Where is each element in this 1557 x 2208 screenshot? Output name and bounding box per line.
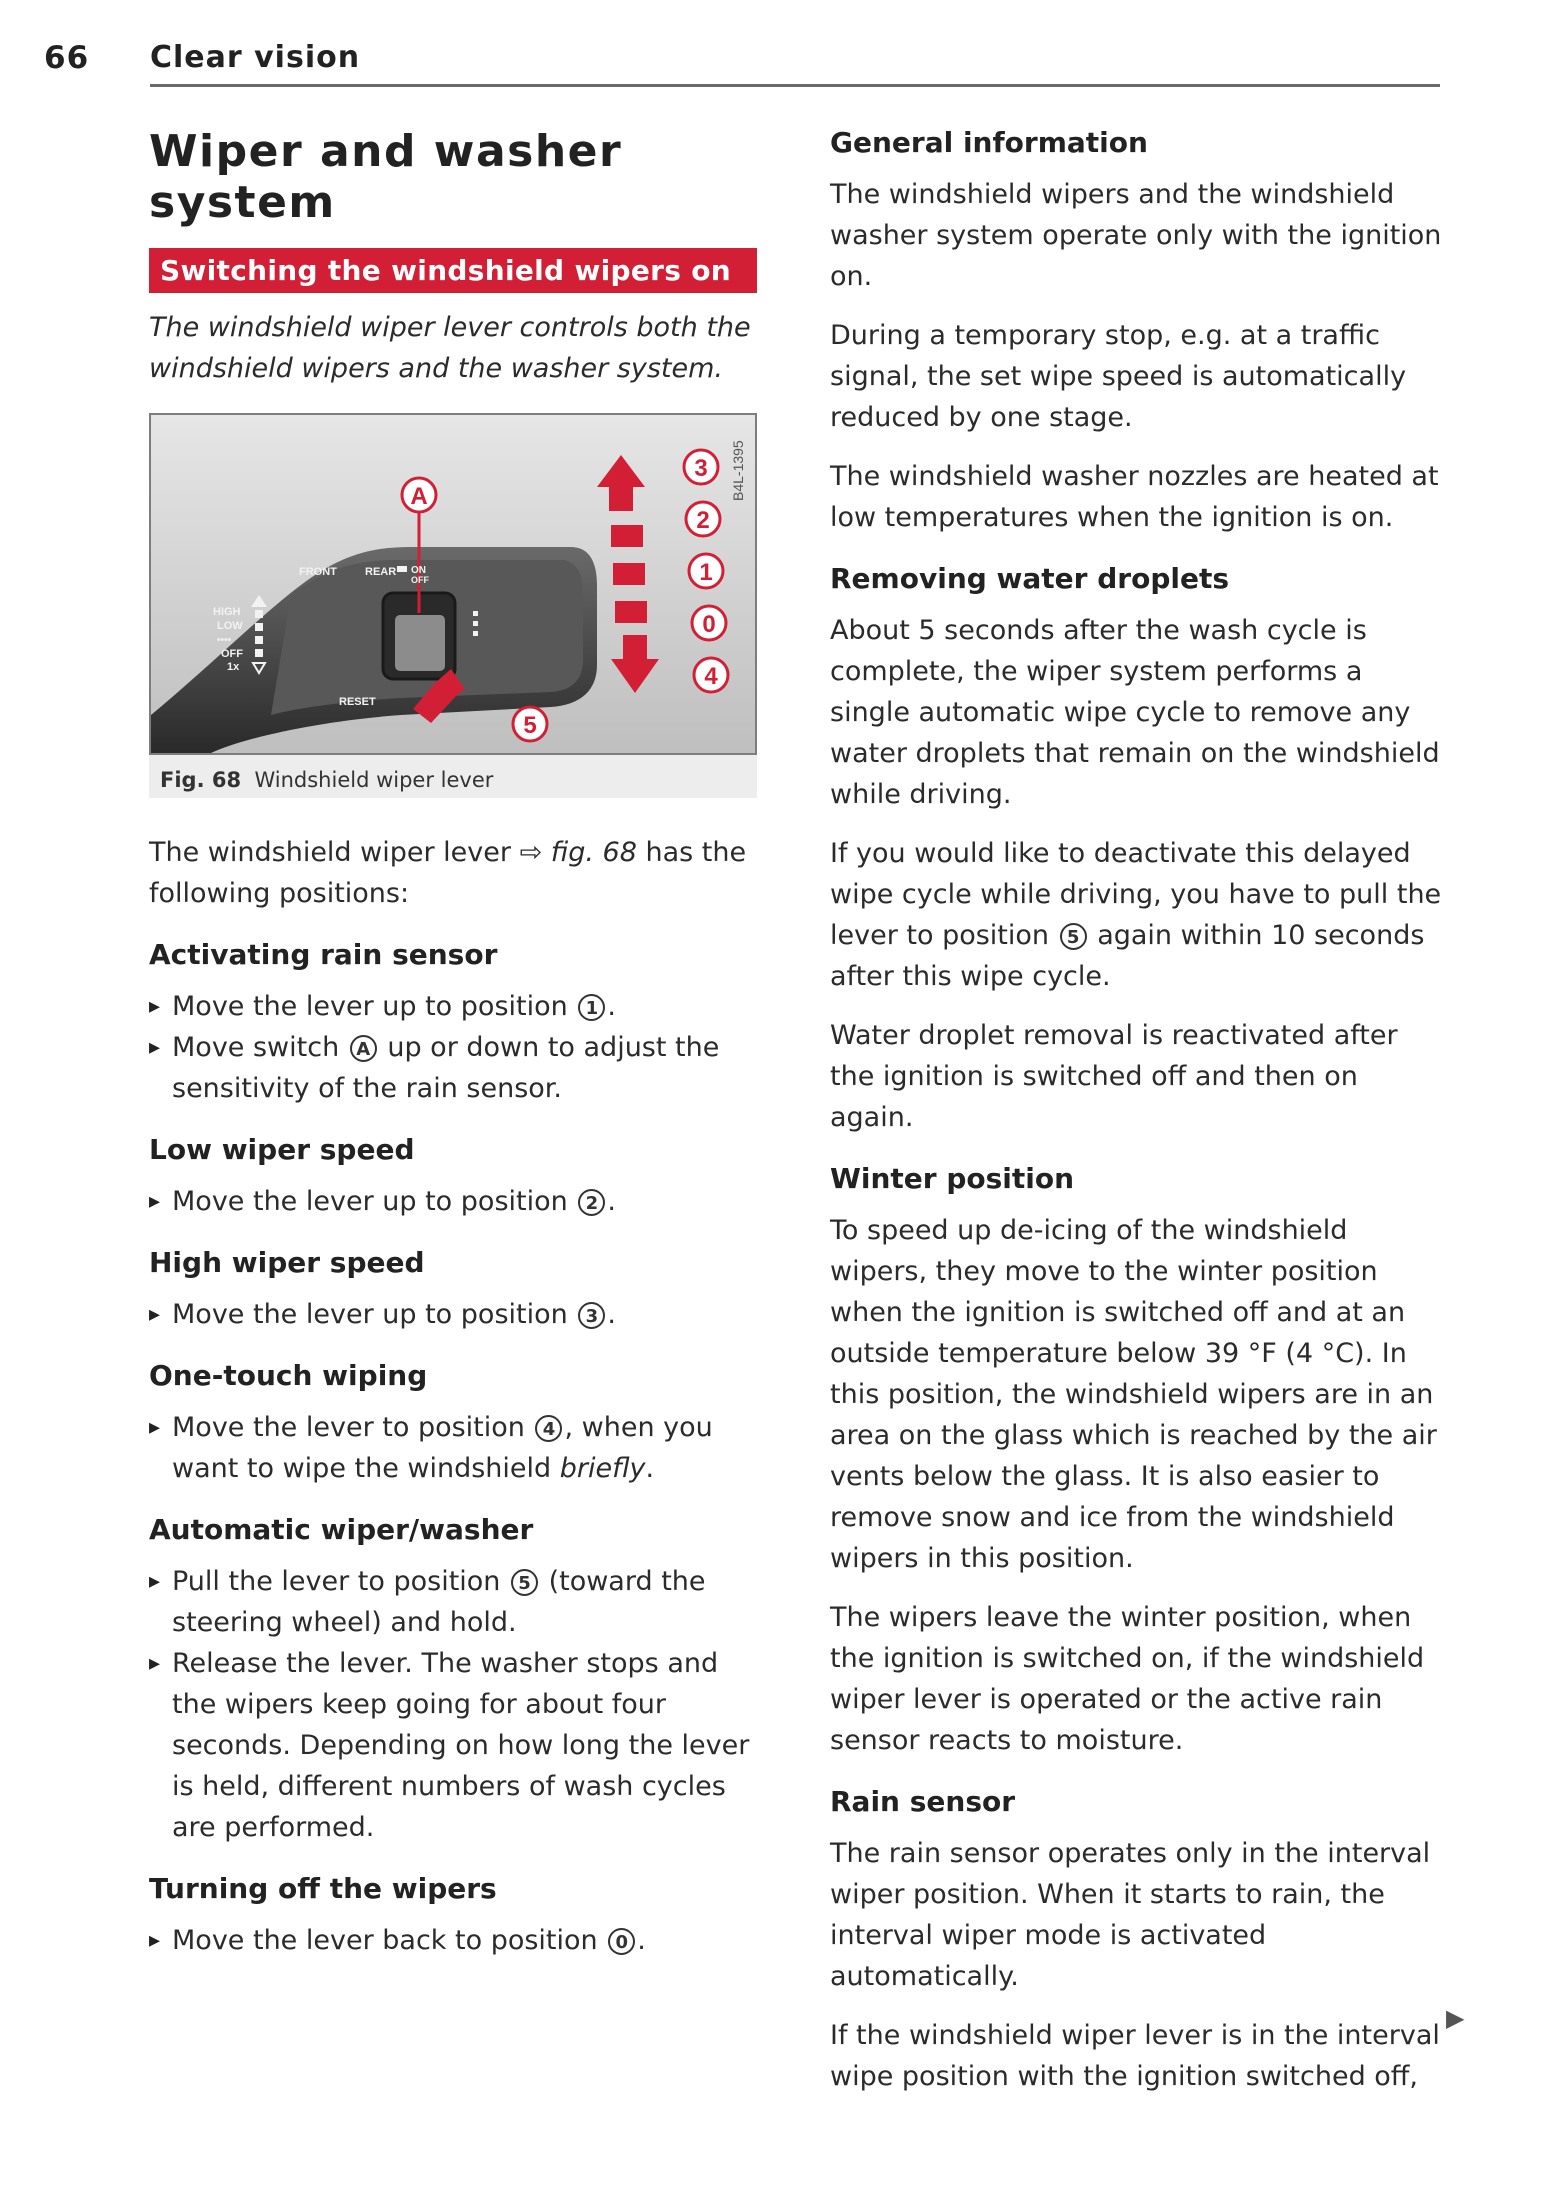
callout-5: 5: [523, 712, 537, 739]
continue-arrow-icon: ▶: [1446, 2004, 1465, 2032]
paragraph: If you would like to deactivate this delayed wipe cycle while driving, you have to pull the lever to position 5 again within 10 seconds after this wipe cycle.: [830, 838, 1442, 992]
heading-one-touch: One-touch wiping: [149, 1359, 428, 1392]
list-item: ▸ Move switch A up or down to adjust the sensitivity of the rain sensor.: [149, 1027, 757, 1109]
label-on: ON: [411, 565, 426, 576]
title-line-2: system: [149, 177, 336, 228]
switch-a-icon: A: [350, 1035, 377, 1062]
title-line-1: Wiper and washer: [149, 126, 623, 177]
intro-text: The windshield wiper lever controls both the windshield wipers and the washer system.: [149, 312, 751, 384]
label-1x: 1x: [227, 661, 240, 673]
list-item: ▸ Move the lever up to position 1 .: [149, 986, 757, 1027]
position-2-icon: 2: [578, 1189, 605, 1216]
label-rear: REAR: [365, 566, 397, 578]
label-low: LOW: [217, 620, 243, 632]
marker-position-2: [611, 525, 643, 547]
label-high: HIGH: [213, 606, 241, 618]
position-5-icon: 5: [1060, 923, 1087, 950]
marker-position-1: [613, 563, 645, 585]
heading-low-speed: Low wiper speed: [149, 1133, 415, 1166]
figure-reference: fig. 68: [550, 837, 637, 868]
callout-4: 4: [704, 663, 718, 690]
heading-droplets: Removing water droplets: [830, 562, 1229, 595]
list-item: ▸ Pull the lever to position 5 (toward the steering wheel) and hold.: [149, 1561, 757, 1643]
label-off-small: OFF: [411, 575, 429, 585]
paragraph: The windshield wipers and the windshield washer system operate only with the ignition on.: [830, 179, 1442, 292]
paragraph: The rain sensor operates only in the interval wiper position. When it starts to rain, the interval wiper mode is activated automatically.: [830, 1838, 1431, 1992]
steps-low-speed: [149, 1181, 757, 1222]
figure-label: Fig. 68: [160, 768, 242, 792]
lead-paragraph: The windshield wiper lever ⇨ fig. 68 has the following positions:: [149, 837, 747, 909]
page-header: [44, 38, 1440, 86]
heading-winter: Winter position: [830, 1162, 1075, 1195]
heading-high-speed: High wiper speed: [149, 1246, 425, 1279]
callout-1: 1: [699, 559, 713, 586]
figure-caption-text: Windshield wiper lever: [254, 768, 494, 792]
chapter-title: Clear vision: [150, 40, 361, 75]
label-reset: RESET: [339, 696, 376, 708]
arrow-right-icon: ⇨: [519, 837, 543, 868]
list-item: ▸ Release the lever. The washer stops and the wipers keep going for about four seconds. Depending on how long the lever is held, different numbers of wash cycles are performed.: [149, 1643, 757, 1848]
steps-auto-washer: [149, 1561, 757, 1848]
heading-general: General information: [830, 126, 1148, 159]
label-front: FRONT: [299, 566, 337, 578]
heading-turn-off: Turning off the wipers: [149, 1872, 497, 1905]
position-1-icon: 1: [578, 994, 605, 1021]
position-3-icon: 3: [578, 1302, 605, 1329]
marker-position-0: [615, 601, 647, 623]
heading-auto-washer: Automatic wiper/washer: [149, 1513, 534, 1546]
steps-high-speed: [149, 1294, 757, 1335]
position-0-icon: 0: [608, 1928, 635, 1955]
list-item: ▸ Move the lever up to position 3 .: [149, 1294, 757, 1335]
section-bar: Switching the windshield wipers on: [149, 248, 757, 293]
callout-0: 0: [702, 611, 716, 638]
heading-rain-sensor: Activating rain sensor: [149, 938, 498, 971]
list-item: ▸ Move the lever back to position 0 .: [149, 1920, 757, 1961]
steps-rain-sensor: [149, 986, 757, 1109]
page-title: [149, 126, 757, 228]
figure-wiper-lever: [149, 413, 757, 798]
figure-caption: [160, 768, 493, 792]
left-column: [149, 118, 757, 1973]
paragraph: The windshield washer nozzles are heated at low temperatures when the ignition is on.: [830, 461, 1439, 533]
label-off: OFF: [221, 648, 243, 660]
callout-2: 2: [696, 507, 710, 534]
callout-a: A: [410, 483, 428, 510]
paragraph: Water droplet removal is reactivated after the ignition is switched off and then on again.: [830, 1020, 1398, 1133]
position-4-icon: 4: [535, 1415, 562, 1442]
page-number: 66: [44, 40, 90, 76]
callout-3: 3: [694, 455, 708, 482]
paragraph: The wipers leave the winter position, when the ignition is switched on, if the windshield wiper lever is operated or the active rain sensor reacts to moisture.: [830, 1602, 1425, 1756]
heading-rain-sensor-info: Rain sensor: [830, 1785, 1016, 1818]
label-dots: ••••: [217, 635, 232, 646]
paragraph: During a temporary stop, e.g. at a traffic signal, the set wipe speed is automatically reduced by one stage.: [830, 320, 1407, 433]
list-item: ▸ Move the lever up to position 2 .: [149, 1181, 757, 1222]
figure-code: B4L-1395: [730, 440, 746, 501]
header-rule: [150, 84, 1440, 87]
steps-one-touch: [149, 1407, 757, 1489]
list-item: ▸ Move the lever to position 4 , when you want to wipe the windshield briefly.: [149, 1407, 757, 1489]
position-5-icon: 5: [511, 1569, 538, 1596]
steps-turn-off: [149, 1920, 757, 1961]
paragraph: To speed up de-icing of the windshield wipers, they move to the winter position when the ignition is switched off and at an outside temperature below 39 °F (4 °C). In this position, the windshield wipers are in an area on the glass which is reached by the air vents below the glass. It is also easier to remove snow and ice from the windshield wipers in this position.: [830, 1215, 1437, 1574]
paragraph: About 5 seconds after the wash cycle is complete, the wiper system performs a single automatic wipe cycle to remove any water droplets that remain on the windshield while driving.: [830, 615, 1440, 810]
paragraph: If the windshield wiper lever is in the interval wipe position with the ignition switched off,: [830, 2020, 1440, 2092]
wiper-lever-illustration: [149, 413, 757, 755]
right-column: [830, 118, 1442, 2115]
